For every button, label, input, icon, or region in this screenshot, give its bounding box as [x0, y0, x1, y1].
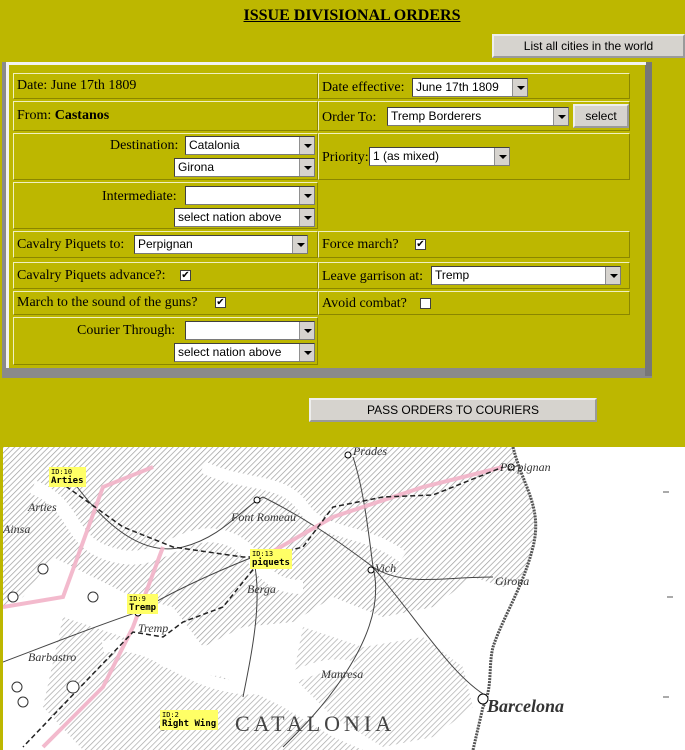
- courier-nation-select[interactable]: [185, 321, 315, 340]
- place-label-catalonia: CATALONIA: [235, 711, 396, 736]
- page-title: ISSUE DIVISIONAL ORDERS: [243, 7, 461, 24]
- chevron-down-icon: [299, 322, 314, 339]
- leave-garrison-select[interactable]: Tremp: [431, 266, 621, 285]
- select-button[interactable]: select: [573, 104, 629, 128]
- place-label-manresa: Manresa: [321, 667, 364, 681]
- chevron-down-icon: [512, 79, 527, 96]
- place-label-girona: Girona: [495, 574, 530, 588]
- courier-city-select[interactable]: select nation above: [174, 343, 315, 362]
- place-label-berga: Berga: [247, 582, 276, 596]
- destination-label: Destination:: [110, 138, 179, 153]
- list-all-cities-button[interactable]: List all cities in the world: [492, 34, 685, 58]
- intermediate-nation-select[interactable]: [185, 186, 315, 205]
- unit-marker-arties[interactable]: ID:10 Arties: [51, 468, 84, 486]
- cavalry-piquets-to-select[interactable]: Perpignan: [134, 235, 308, 254]
- chevron-down-icon: [299, 209, 314, 226]
- force-march-label: Force march?: [322, 237, 399, 252]
- force-march-checkbox[interactable]: ✔: [416, 239, 425, 250]
- priority-label: Priority:: [322, 150, 369, 165]
- chevron-down-icon: [553, 108, 568, 125]
- date-effective-select[interactable]: June 17th 1809: [412, 78, 528, 97]
- cavalry-advance-label: Cavalry Piquets advance?:: [17, 268, 166, 283]
- avoid-combat-label: Avoid combat?: [322, 296, 407, 311]
- chevron-down-icon: [299, 187, 314, 204]
- march-sound-checkbox[interactable]: ✔: [216, 297, 225, 308]
- place-label-arties: Arties: [28, 500, 57, 514]
- chevron-down-icon: [299, 137, 314, 154]
- chevron-down-icon: [494, 148, 509, 165]
- pass-orders-button[interactable]: PASS ORDERS TO COURIERS: [309, 398, 597, 422]
- order-to-label: Order To:: [322, 110, 377, 125]
- intermediate-city-select[interactable]: select nation above: [174, 208, 315, 227]
- chevron-down-icon: [605, 267, 620, 284]
- date-effective-label: Date effective:: [322, 80, 405, 95]
- campaign-map[interactable]: [3, 447, 685, 750]
- place-label-prades: Prades: [353, 447, 387, 458]
- unit-marker-piquets[interactable]: ID:13 piquets: [252, 550, 290, 568]
- place-label-vich: Vich: [375, 561, 397, 575]
- unit-marker-tremp[interactable]: ID:9 Tremp: [129, 595, 157, 613]
- order-to-select[interactable]: Tremp Borderers: [387, 107, 569, 126]
- place-label-font-romeau: Font Romeau: [231, 510, 296, 524]
- place-label-barcelona: Barcelona: [487, 696, 565, 716]
- cavalry-advance-checkbox[interactable]: ✔: [181, 270, 190, 281]
- place-label-perpignan: Perpignan: [500, 460, 551, 474]
- chevron-down-icon: [299, 159, 314, 176]
- intermediate-label: Intermediate:: [102, 189, 177, 204]
- chevron-down-icon: [292, 236, 307, 253]
- order-date: Date: June 17th 1809: [17, 78, 137, 93]
- destination-nation-select[interactable]: Catalonia: [185, 136, 315, 155]
- place-label-ainsa: Ainsa: [3, 522, 31, 536]
- map-graphic: [3, 447, 685, 750]
- cavalry-piquets-to-label: Cavalry Piquets to:: [17, 237, 125, 252]
- from-label: From:: [17, 108, 52, 123]
- place-label-tremp: Tremp: [138, 621, 169, 635]
- destination-city-select[interactable]: Girona: [174, 158, 315, 177]
- courier-through-label: Courier Through:: [77, 323, 176, 338]
- chevron-down-icon: [299, 344, 314, 361]
- priority-select[interactable]: 1 (as mixed): [369, 147, 510, 166]
- place-label-barbastro: Barbastro: [28, 650, 77, 664]
- avoid-combat-checkbox[interactable]: [420, 298, 431, 309]
- from-value: Castanos: [54, 108, 110, 123]
- leave-garrison-label: Leave garrison at:: [322, 269, 424, 284]
- march-sound-label: March to the sound of the guns?: [17, 295, 198, 310]
- unit-marker-right-wing[interactable]: ID:2 Right Wing: [162, 711, 217, 729]
